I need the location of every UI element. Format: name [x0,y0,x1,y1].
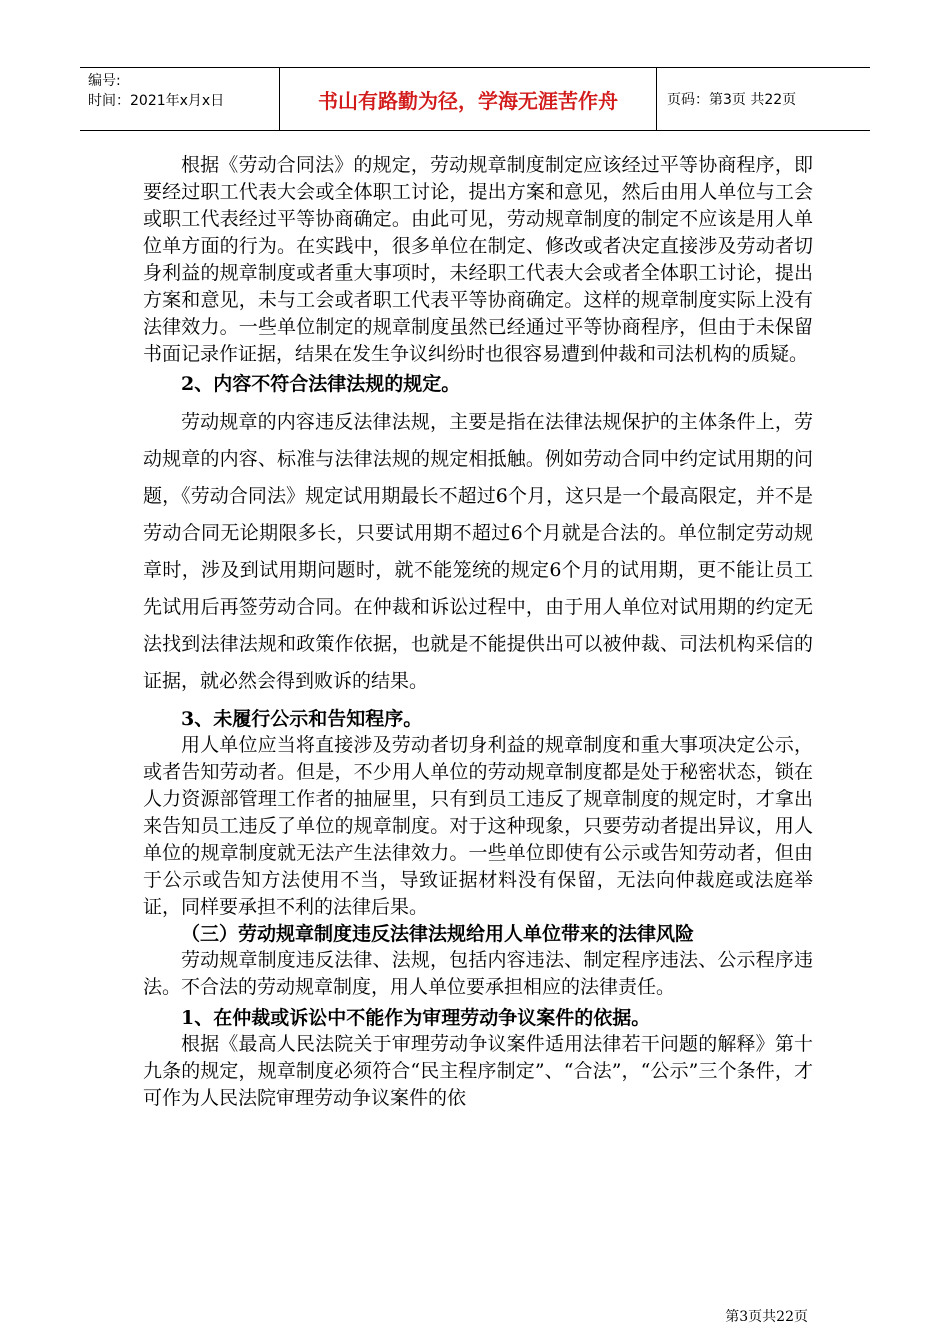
header-page-label: 页码：第3页 共22页 [667,92,797,108]
paragraph-3: 用人单位应当将直接涉及劳动者切身利益的规章制度和重大事项决定公示，或者告知劳动者。但是，不少用人单位的劳动规章制度都是处于秘密状态，锁在人力资源部管理工作者的抽屉里，只有到员工违反了规章制度的规定时，才拿出来告知员工违反了单位的规章制度。对于这种现象，只要劳动者提出异议，用人单位的规章制度就无法产生法律效力。一些单位即使有公示或告知劳动者，但由于公示或告知方法使用不当，导致证据材料没有保留，无法向仲裁庭或法庭举证，同样要承担不利的法律后果。 [143,734,813,918]
page-header [80,67,870,131]
paragraph-4: 劳动规章制度违反法律、法规，包括内容违法、制定程序违法、公示程序违法。不合法的劳动规章制度，用人单位要承担相应的法律责任。 [143,949,813,998]
paragraph-5: 根据《最高人民法院关于审理劳动争议案件适用法律若干问题的解释》第十九条的规定，规章制度必须符合“民主程序制定”、“合法”，“公示”三个条件，才可作为人民法院审理劳动争议案件的依 [143,1033,813,1109]
date-label: 时间：2021年x月x日 [88,93,225,109]
paragraph-1: 根据《劳动合同法》的规定，劳动规章制度制定应该经过平等协商程序，即要经过职工代表大会或全体职工讨论，提出方案和意见，然后由用人单位与工会或职工代表经过平等协商确定。由此可见，劳动规章制度的制定不应该是用人单位单方面的行为。在实践中，很多单位在制定、修改或者决定直接涉及劳动者切身利益的规章制度或者重大事项时，未经职工代表大会或者全体职工讨论，提出方案和意见，未与工会或者职工代表平等协商确定。这样的规章制度实际上没有法律效力。一些单位制定的规章制度虽然已经通过平等协商程序，但由于未保留书面记录作证据，结果在发生争议纠纷时也很容易遭到仲裁和司法机构的质疑。 [143,154,813,365]
heading-2: 2、内容不符合法律法规的规定。 [181,373,461,395]
heading-4: （三）劳动规章制度违反法律法规给用人单位带来的法律风险 [181,923,695,945]
heading-3: 3、未履行公示和告知程序。 [181,708,423,730]
page-footer: 第3页共22页 [725,1309,808,1325]
paragraph-2: 劳动规章的内容违反法律法规，主要是指在法律法规保护的主体条件上，劳动规章的内容、标准与法律法规的规定相抵触。例如劳动合同中约定试用期的问题，《劳动合同法》规定试用期最长不超过6个月，这只是一个最高限定，并不是劳动合同无论期限多长，只要试用期不超过6个月就是合法的。单位制定劳动规章时，涉及到试用期问题时，就不能笼统的规定6个月的试用期，更不能让员工先试用后再签劳动合同。在仲裁和诉讼过程中，由于用人单位对试用期的约定无法找到法律法规和政策作依据，也就是不能提供出可以被仲裁、司法机构采信的证据，就必然会得到败诉的结果。 [143,411,813,692]
heading-5: 1、在仲裁或诉讼中不能作为审理劳动争议案件的依据。 [181,1007,651,1029]
document-body [143,152,813,1112]
number-label: 编号: [88,73,121,89]
header-motto: 书山有路勤为径，学海无涯苦作舟 [280,68,657,130]
header-meta [80,68,280,130]
